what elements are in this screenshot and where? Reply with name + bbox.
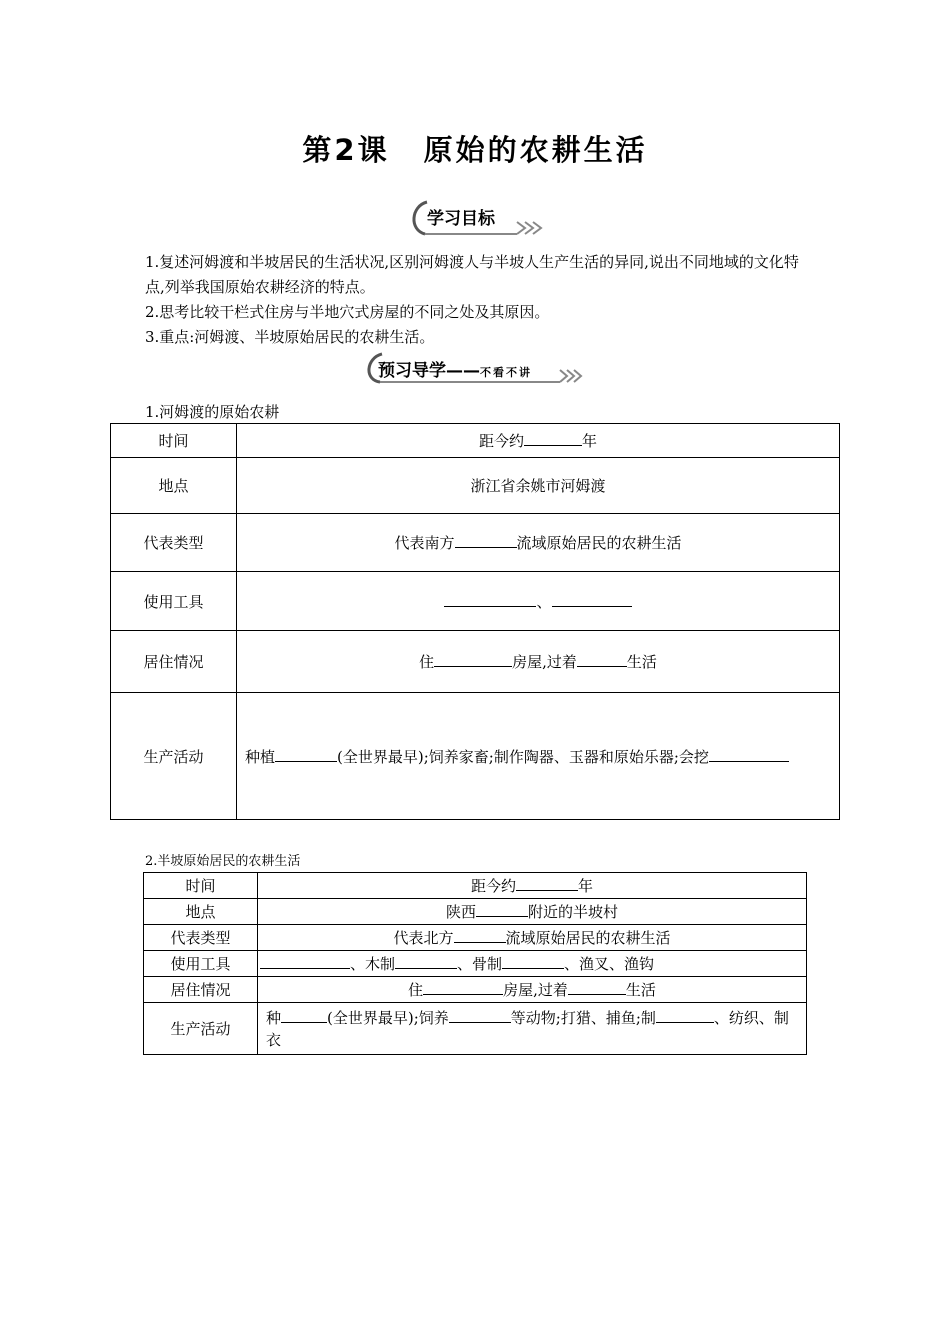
answer-blank[interactable] [449,1008,511,1023]
answer-blank[interactable] [709,747,789,762]
preview-subtitle: 不看不讲 [480,366,532,379]
answer-blank[interactable] [552,592,632,607]
row-key: 居住情况 [111,631,237,693]
table-row [144,977,807,1003]
answer-blank[interactable] [524,431,582,446]
answer-blank[interactable] [502,954,564,969]
text: 年 [582,432,598,450]
answer-blank[interactable] [577,652,627,667]
text: 距今约 [478,432,524,450]
text: 附近的半坡村 [528,902,619,921]
row-value [237,693,840,820]
table-row [111,424,840,458]
banpo-table [143,872,807,1055]
answer-blank[interactable] [476,902,528,917]
table-row [144,925,807,951]
objective-item: 2.思考比较干栏式住房与半地穴式房屋的不同之处及其原因。 [145,303,550,321]
row-key: 生产活动 [144,1003,258,1055]
section2-label: 2.半坡原始居民的农耕生活 [145,854,301,869]
text: 房屋,过着 [512,653,577,671]
answer-blank[interactable] [395,954,457,969]
lesson-number: 第2课 [302,133,390,167]
text: 、骨制 [457,954,503,973]
text: 、渔叉、渔钩 [564,954,655,973]
answer-blank[interactable] [516,876,578,891]
answer-blank[interactable] [260,954,350,969]
lesson-name: 原始的农耕生活 [423,133,648,167]
row-value [237,514,840,572]
section1-label: 1.河姆渡的原始农耕 [145,403,280,421]
answer-blank[interactable] [568,980,626,995]
answer-blank[interactable] [434,652,512,667]
text: 年 [578,876,594,895]
text: 房屋,过着 [503,980,568,999]
row-value [237,631,840,693]
row-key: 时间 [111,424,237,458]
text: 住 [408,980,424,999]
row-key: 居住情况 [144,977,258,1003]
answer-blank[interactable] [454,928,506,943]
row-key: 使用工具 [144,951,258,977]
answer-blank[interactable] [444,592,536,607]
page-title [0,128,950,169]
row-value: 浙江省余姚市河姆渡 [237,458,840,514]
text: (全世界最早);饲养家畜;制作陶器、玉器和原始乐器;会挖 [337,747,709,766]
text: 、纺织、制衣 [266,1008,789,1049]
text: 、 [536,592,552,611]
table-row [111,693,840,820]
text: (全世界最早);饲养 [327,1008,449,1027]
row-value [258,925,807,951]
text: 生活 [625,980,656,999]
table-row [144,873,807,899]
text: 等动物;打猎、捕鱼;制 [510,1008,656,1027]
text: 、木制 [350,954,396,973]
table-row [144,1003,807,1055]
hemudu-table [110,423,840,820]
text: 种 [266,1008,282,1027]
row-value [237,572,840,631]
row-key: 代表类型 [111,514,237,572]
row-key: 地点 [111,458,237,514]
row-value [258,899,807,925]
answer-blank[interactable] [275,747,337,762]
text: 生活 [626,653,657,671]
text: 陕西 [445,902,476,921]
row-value [237,424,840,458]
objectives-heading: 学习目标 [427,209,495,229]
text: 代表北方 [393,928,454,947]
answer-blank[interactable] [656,1008,714,1023]
text: 流域原始居民的农耕生活 [516,534,682,552]
row-value [258,1003,807,1055]
text: 距今约 [470,876,516,895]
row-value [258,977,807,1003]
row-key: 使用工具 [111,572,237,631]
row-value [258,951,807,977]
text: 代表南方 [394,534,455,552]
text: 流域原始居民的农耕生活 [505,928,671,947]
answer-blank[interactable] [423,980,503,995]
table-row [111,572,840,631]
text: 住 [419,653,435,671]
objectives-list [145,250,815,350]
table-row [111,631,840,693]
row-key: 时间 [144,873,258,899]
answer-blank[interactable] [455,533,517,548]
row-key: 地点 [144,899,258,925]
objective-item: 1.复述河姆渡和半坡居民的生活状况,区别河姆渡人与半坡人生产生活的异同,说出不同地域的文化特点,列举我国原始农耕经济的特点。 [145,253,799,296]
preview-heading: 预习导学——不看不讲 [378,361,532,381]
row-key: 生产活动 [111,693,237,820]
preview-title: 预习导学 [378,361,446,381]
preview-badge [360,348,592,392]
row-key: 代表类型 [144,925,258,951]
table-row [144,951,807,977]
objectives-badge [405,196,550,240]
row-value [258,873,807,899]
table-row [111,458,840,514]
answer-blank[interactable] [281,1008,327,1023]
objective-item: 3.重点:河姆渡、半坡原始居民的农耕生活。 [145,328,435,346]
table-row [144,899,807,925]
table-row [111,514,840,572]
text: 种植 [245,747,276,766]
